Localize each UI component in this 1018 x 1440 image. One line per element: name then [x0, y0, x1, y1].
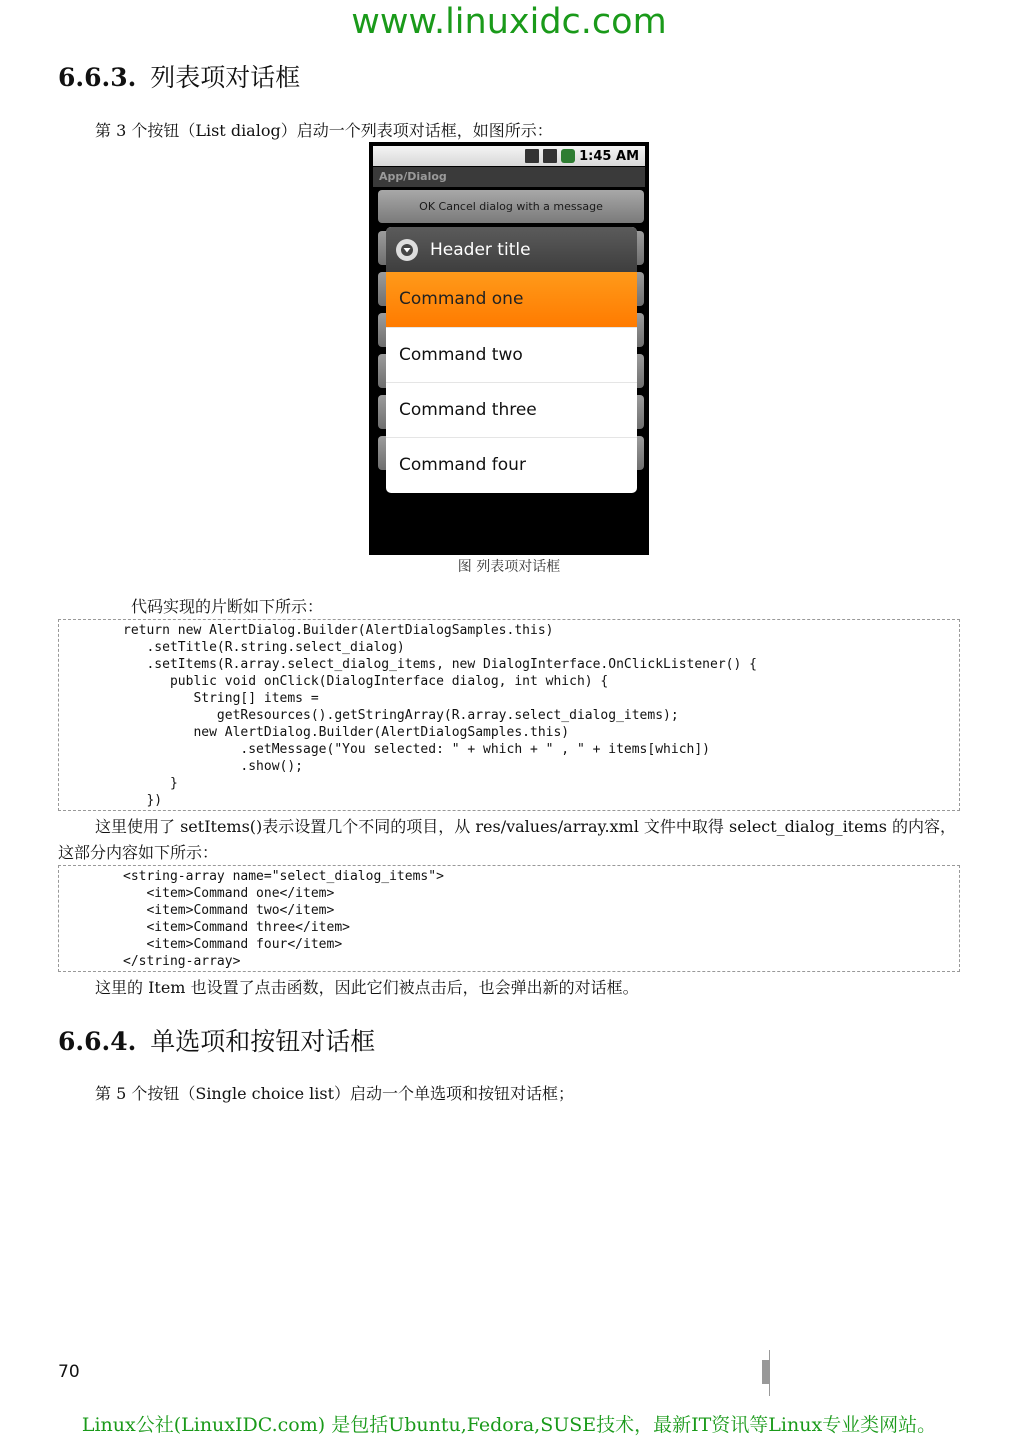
calendar-icon	[525, 149, 539, 163]
section-title: 列表项对话框	[150, 63, 301, 92]
figure-caption: 图 列表项对话框	[457, 559, 561, 575]
explain-line-2: 这部分内容如下所示：	[58, 843, 219, 862]
page-number: 70	[58, 1362, 80, 1382]
dialog-screenshot	[369, 142, 649, 555]
margin-marker	[762, 1360, 770, 1384]
section-title: 单选项和按钮对话框	[150, 1027, 376, 1056]
intro-paragraph: 第 3 个按钮（List dialog）启动一个列表项对话框，如图所示：	[95, 121, 553, 140]
code-intro: 代码实现的片断如下所示：	[131, 597, 324, 616]
code-xml: <string-array name="select_dialog_items"> <item>Command one</item> <item>Command two</item> <item>Command three</item> <item>Command four</item> </string-array>	[123, 869, 444, 969]
outro-paragraph: 这里的 Item 也设置了点击函数，因此它们被点击后，也会弹出新的对话框。	[95, 978, 639, 997]
code-java: return new AlertDialog.Builder(AlertDialogSamples.this) .setTitle(R.string.select_dialog) .setItems(R.array.select_dialog_items, new DialogInterface.OnClickListener() { public void onClick(DialogInterface dialog, int which) { String[] items = getResources().getStringArray(R.array.select_dialog_items); new AlertDialog.Builder(AlertDialogSamples.this) .setMessage("You selected: " + which + " , " + items[which]) .show(); } })	[123, 623, 757, 808]
dialog-header	[386, 227, 637, 272]
signal-icon	[543, 149, 557, 163]
dialog-title: Header title	[430, 239, 531, 260]
section-number: 6.6.3.	[58, 63, 137, 92]
explain-line-1: 这里使用了 setItems()表示设置几个不同的项目，从 res/values/array.xml 文件中取得 select_dialog_items 的内容，	[95, 817, 957, 836]
status-bar	[373, 146, 645, 166]
section2-intro: 第 5 个按钮（Single choice list）启动一个单选项和按钮对话框；	[95, 1084, 575, 1103]
code-block-java	[58, 619, 960, 811]
section-heading-6-6-3	[58, 58, 300, 94]
app-title-bar: App/Dialog	[373, 167, 645, 187]
list-dialog	[386, 227, 637, 493]
chevron-down-icon	[396, 239, 418, 261]
ok-cancel-dialog-button[interactable]: OK Cancel dialog with a message	[378, 190, 644, 223]
battery-icon	[561, 149, 575, 163]
dialog-item-command-four[interactable]: Command four	[386, 437, 637, 492]
dialog-item-command-two[interactable]: Command two	[386, 327, 637, 382]
footer-text: Linux公社(LinuxIDC.com) 是包括Ubuntu,Fedora,SUSE技术，最新IT资讯等Linux专业类网站。	[81, 1414, 937, 1436]
status-time: 1:45 AM	[579, 148, 639, 164]
section-number: 6.6.4.	[58, 1027, 137, 1056]
dialog-item-command-one[interactable]: Command one	[386, 272, 637, 327]
dialog-item-command-three[interactable]: Command three	[386, 382, 637, 437]
code-block-xml	[58, 865, 960, 972]
section-heading-6-6-4	[58, 1022, 375, 1058]
watermark-url: www.linuxidc.com	[351, 2, 667, 42]
